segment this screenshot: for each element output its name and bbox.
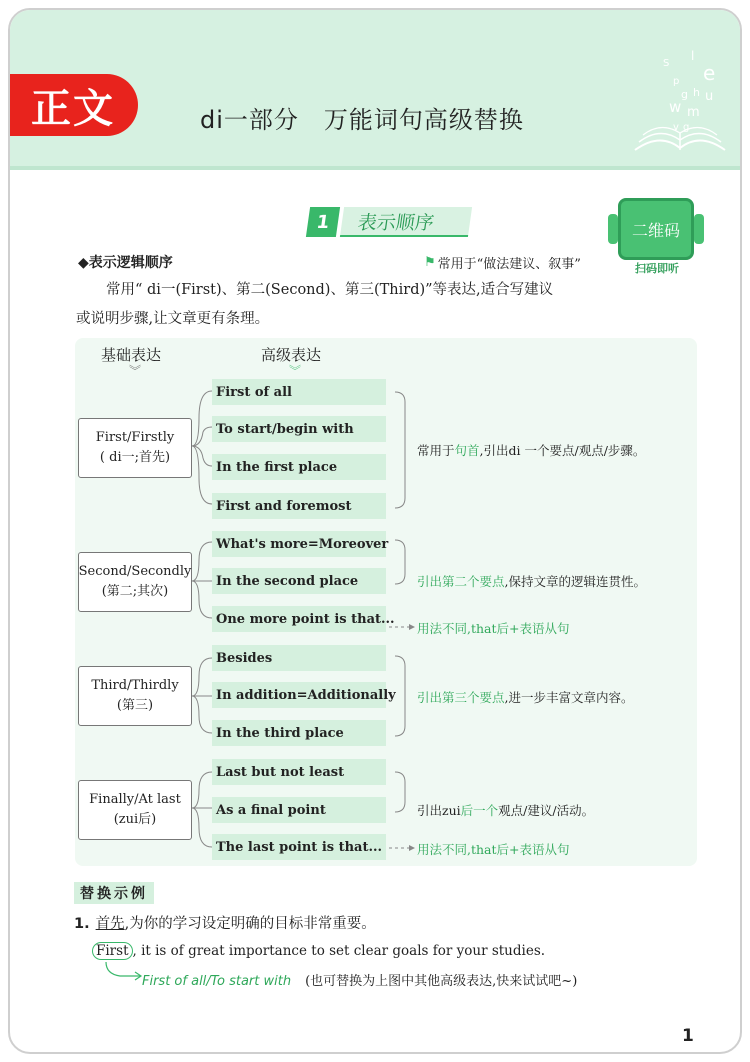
example-alternative-note: (也可替换为上图中其他高级表达,快来试试吧~)	[305, 974, 578, 989]
deco-letter: g	[683, 122, 690, 133]
base-line-2: ( di一;首先)	[99, 450, 171, 465]
base-line-1: Finally/At last	[89, 792, 181, 807]
usage-difference-note: 用法不同,that后+表语从句	[417, 842, 570, 857]
example-circled-word: First	[92, 942, 133, 960]
deco-letter: h	[693, 86, 700, 99]
advanced-expression: Last but not least	[212, 759, 386, 785]
base-line-2: (第三)	[116, 698, 154, 713]
page-number: 1	[682, 1026, 694, 1046]
base-expression-third	[78, 666, 192, 726]
hook-arrow-icon	[104, 960, 144, 984]
qr-caption: 扫码即听	[635, 262, 679, 275]
usage-explanation: 引出zui后一个观点/建议/活动。	[417, 803, 595, 818]
usage-difference-note: 用法不同,that后+表语从句	[417, 621, 570, 636]
chevron-down-icon: ︾	[289, 364, 302, 378]
base-line-2: (第二;其次)	[101, 584, 169, 599]
qr-code-label[interactable]: 二维码	[618, 198, 694, 260]
deco-letter: g	[681, 88, 688, 101]
advanced-expression: In the third place	[212, 720, 386, 746]
open-book-icon	[625, 40, 735, 160]
section-heading	[308, 205, 470, 239]
deco-letter: S	[663, 58, 670, 69]
base-line-1: Third/Thirdly	[91, 678, 179, 693]
intro-paragraph	[76, 276, 616, 334]
example-chinese-rest: ,为你的学习设定明确的目标非常重要。	[124, 916, 376, 932]
usage-explanation: 常用于句首,引出di 一个要点/观点/步骤。	[417, 443, 646, 458]
advanced-expression: In the first place	[212, 454, 386, 480]
example-number: 1.	[74, 916, 90, 932]
example-alternative	[142, 970, 577, 989]
example-underlined-word: 首先	[95, 916, 125, 932]
deco-letter: p	[673, 76, 680, 87]
deco-letter: m	[687, 105, 700, 120]
advanced-expression: As a final point	[212, 797, 386, 823]
advanced-expression: To start/begin with	[212, 416, 386, 442]
col-label-advanced: 高级表达	[261, 346, 322, 364]
advanced-expression: In the second place	[212, 568, 386, 594]
section-tag: 正文	[8, 74, 138, 136]
page	[8, 8, 742, 1054]
base-line-2: (zui后)	[113, 812, 157, 827]
advanced-expression: What's more=Moreover	[212, 531, 386, 557]
base-line-1: First/Firstly	[95, 430, 175, 445]
example-english-rest: , it is of great importance to set clear goals for your studies.	[132, 943, 546, 959]
deco-letter: u	[705, 89, 714, 104]
qr-ear-right	[694, 214, 704, 244]
advanced-expression: Besides	[212, 645, 386, 671]
base-expression-first	[78, 418, 192, 478]
intro-line-1: 常用“ di一(First)、第二(Second)、第三(Third)”等表达,适合写建议	[106, 282, 554, 298]
advanced-expression: In addition=Additionally	[212, 682, 386, 708]
base-expression-second	[78, 552, 192, 612]
advanced-expression: One more point is that...	[212, 606, 386, 632]
example-heading: 替换示例	[74, 882, 154, 904]
intro-line-2: 或说明步骤,让文章更有条理。	[76, 311, 270, 327]
deco-letter: l	[691, 49, 695, 63]
usage-note-text: 常用于“做法建议、叙事”	[437, 257, 581, 272]
chevron-down-icon: ︾	[129, 364, 142, 378]
base-expression-finally	[78, 780, 192, 840]
section-name: 表示顺序	[340, 207, 472, 237]
deco-letter: w	[669, 98, 682, 116]
qr-ear-left	[608, 214, 618, 244]
expression-diagram	[75, 338, 697, 866]
deco-letter: v	[673, 122, 679, 133]
base-line-1: Second/Secondly	[78, 564, 192, 579]
advanced-expression: First and foremost	[212, 493, 386, 519]
qr-code-badge[interactable]	[608, 196, 704, 276]
page-title: di一部分 万能词句高级替换	[200, 106, 524, 134]
usage-explanation: 引出第二个要点,保持文章的逻辑连贯性。	[417, 574, 646, 589]
advanced-expression: First of all	[212, 379, 386, 405]
flag-icon: ⚑	[424, 255, 436, 270]
advanced-expression: The last point is that...	[212, 834, 386, 860]
example-english	[96, 942, 545, 960]
example-chinese	[74, 912, 376, 933]
usage-note	[424, 253, 581, 272]
example-alternative-phrase: First of all/To start with	[142, 974, 292, 989]
deco-letter: e	[703, 61, 716, 85]
subsection-title: ◆表示逻辑顺序	[78, 255, 173, 271]
col-label-basic: 基础表达	[101, 346, 162, 364]
section-number: 1	[306, 207, 340, 237]
usage-explanation: 引出第三个要点,进一步丰富文章内容。	[417, 690, 634, 705]
